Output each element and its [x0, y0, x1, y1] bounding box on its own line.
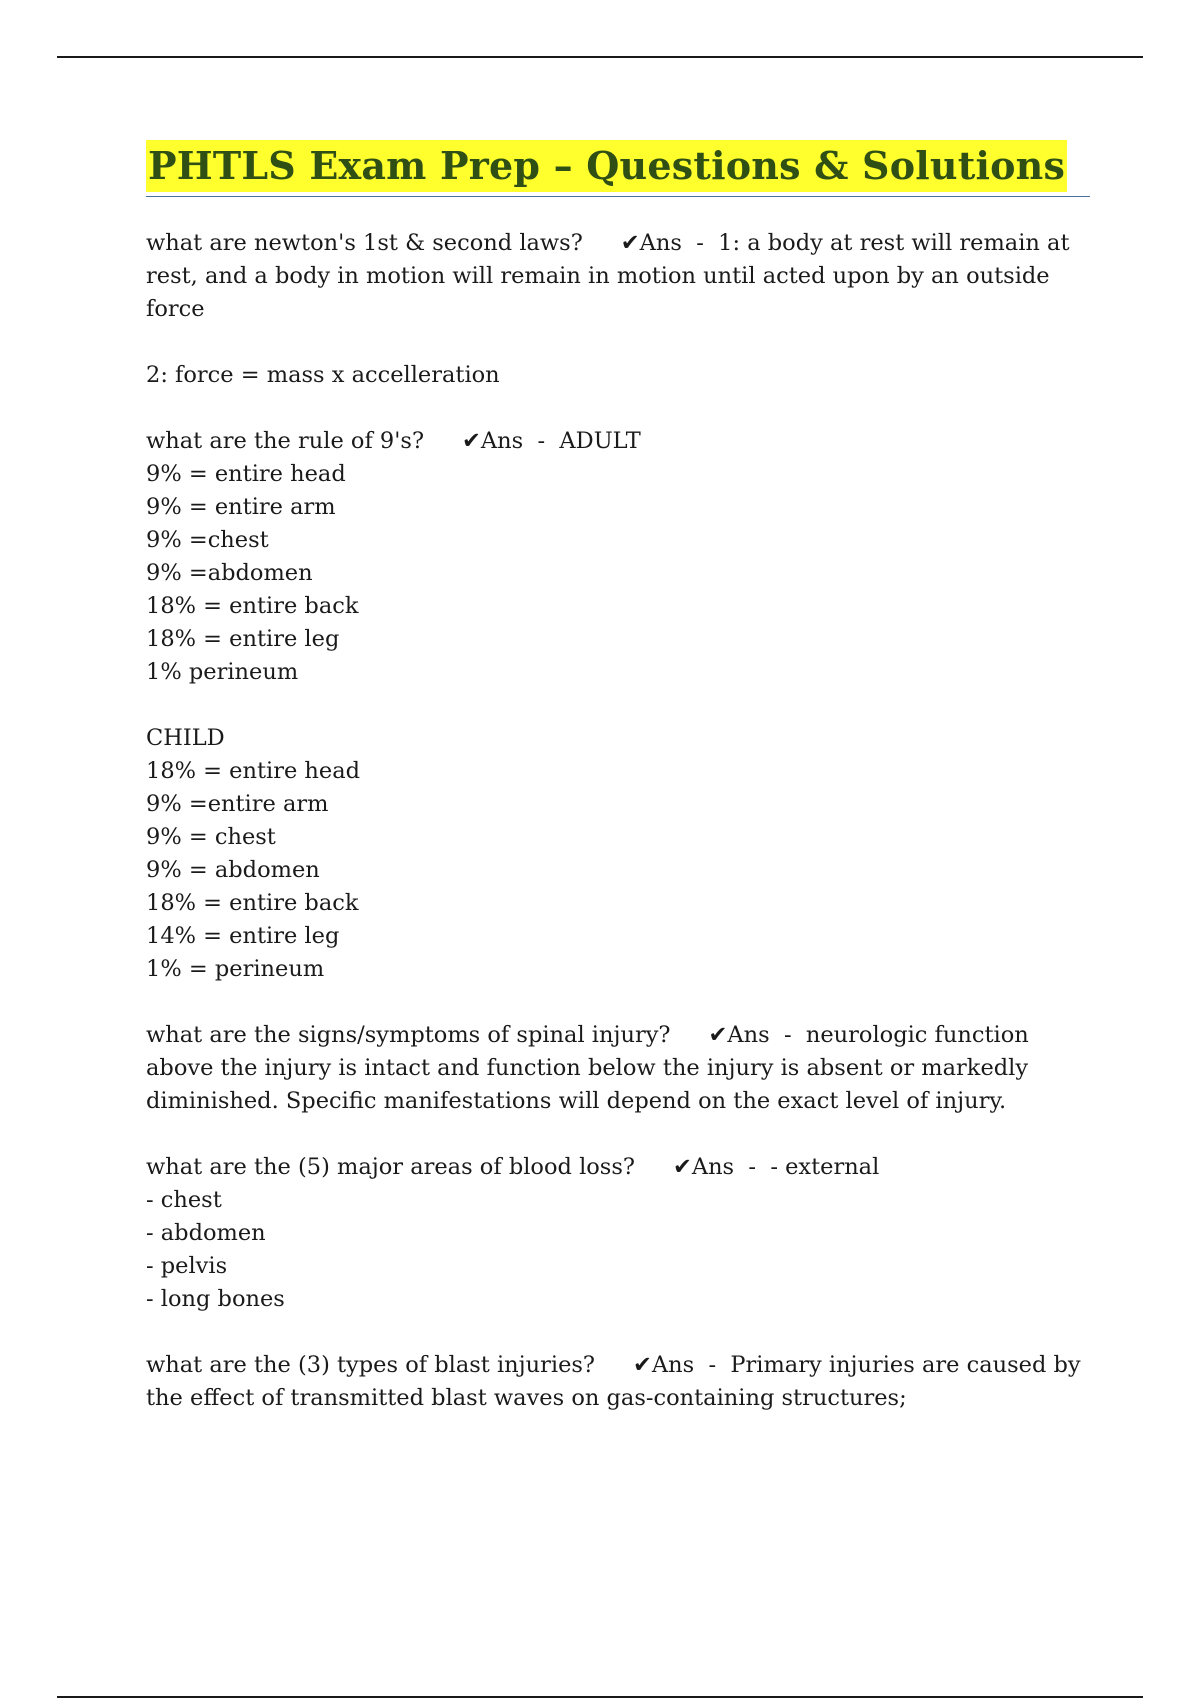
qa-item — [146, 1151, 1090, 1316]
qa-item — [146, 1019, 1090, 1118]
answer-text: Primary injuries are caused by the effect of transmitted blast waves on gas-containing structures; — [146, 1352, 1088, 1411]
answer-check-label: ✔Ans - — [708, 1022, 799, 1048]
question-text: what are the signs/symptoms of spinal injury? — [146, 1022, 671, 1048]
answer-line: 9% =abdomen — [146, 560, 313, 586]
qa-first-line — [146, 227, 1090, 326]
answer-check-label: ✔Ans - — [462, 428, 553, 454]
answer-line: 9% =chest — [146, 527, 269, 553]
answer-line: - chest — [146, 1187, 222, 1213]
answer-line: 18% = entire back — [146, 890, 359, 916]
answer-line: - abdomen — [146, 1220, 266, 1246]
qa-item — [146, 425, 1090, 986]
question-text: what are newton's 1st & second laws? — [146, 230, 583, 256]
question-text: what are the (3) types of blast injuries? — [146, 1352, 596, 1378]
answer-line: 18% = entire head — [146, 758, 361, 784]
answer-line: 9% = entire arm — [146, 494, 336, 520]
footer-rule — [57, 1696, 1143, 1698]
answer-text: - external — [763, 1154, 880, 1180]
answer-check-label: ✔Ans - — [633, 1352, 724, 1378]
blank-line — [146, 326, 1090, 359]
answer-check-label: ✔Ans - — [620, 230, 711, 256]
answer-line: 14% = entire leg — [146, 923, 340, 949]
answer-line: - pelvis — [146, 1253, 228, 1279]
answer-line: 9% = chest — [146, 824, 276, 850]
header-rule — [57, 56, 1143, 58]
document-body — [146, 140, 1090, 1448]
question-text: what are the (5) major areas of blood loss? — [146, 1154, 635, 1180]
blank-line — [146, 689, 1090, 722]
answer-text: 1: a body at rest will remain at rest, and a body in motion will remain in motion until acted upon by an outside force — [146, 230, 1077, 322]
qa-first-line — [146, 425, 1090, 458]
qa-item — [146, 227, 1090, 392]
answer-line: 1% = perineum — [146, 956, 325, 982]
question-text: what are the rule of 9's? — [146, 428, 425, 454]
qa-list — [146, 227, 1090, 1415]
qa-first-line — [146, 1349, 1090, 1415]
answer-check-label: ✔Ans - — [672, 1154, 764, 1180]
qa-first-line — [146, 1151, 1090, 1184]
answer-line: CHILD — [146, 725, 225, 751]
qa-item — [146, 1349, 1090, 1415]
answer-line: 9% = entire head — [146, 461, 346, 487]
answer-line: 2: force = mass x accelleration — [146, 362, 500, 388]
answer-line: 9% =entire arm — [146, 791, 329, 817]
answer-line: 9% = abdomen — [146, 857, 320, 883]
title-block — [146, 140, 1090, 197]
answer-line: 1% perineum — [146, 659, 299, 685]
answer-text: neurologic function above the injury is intact and function below the injury is absent or markedly diminished. Specific manifestations will depend on the exact level of injury. — [146, 1022, 1036, 1114]
answer-line: 18% = entire leg — [146, 626, 340, 652]
answer-text: ADULT — [552, 428, 641, 454]
answer-line: - long bones — [146, 1286, 285, 1312]
answer-line: 18% = entire back — [146, 593, 359, 619]
qa-first-line — [146, 1019, 1090, 1118]
document-title: PHTLS Exam Prep – Questions & Solutions — [146, 140, 1067, 192]
